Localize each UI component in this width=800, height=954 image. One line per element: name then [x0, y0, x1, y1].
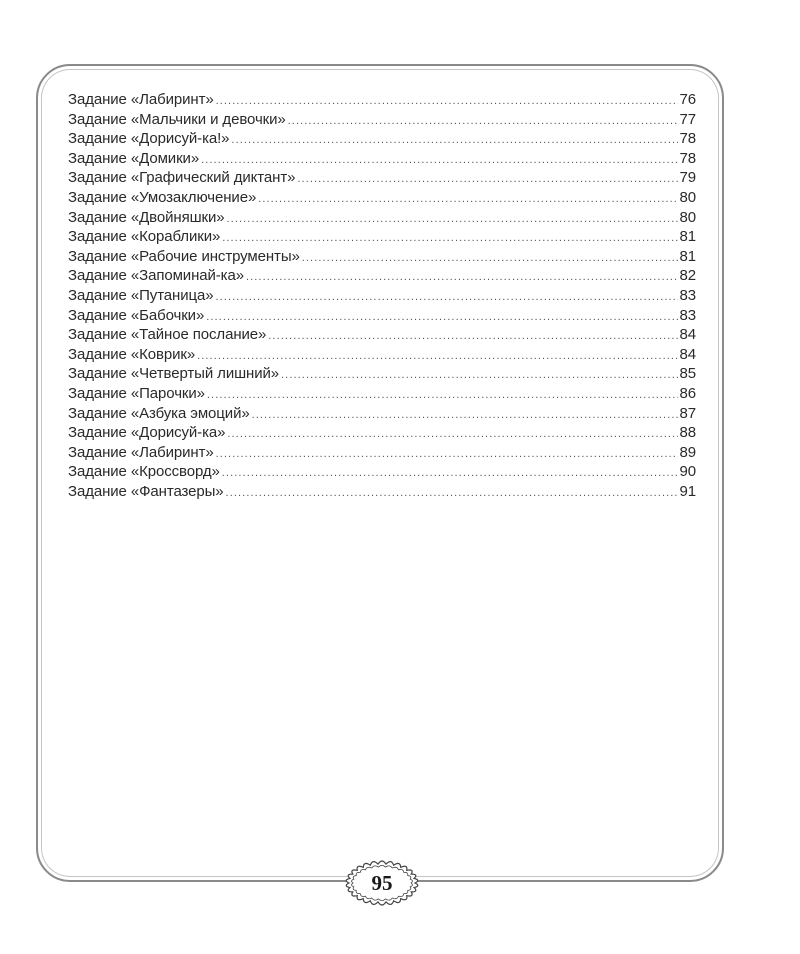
toc-entry: [68, 443, 696, 463]
page-number: 95: [371, 871, 393, 895]
toc-entry: [68, 90, 696, 110]
toc-entry: [68, 384, 696, 404]
toc-entry-title: Задание «Рабочие инструменты»: [68, 247, 300, 265]
dot-leader: [281, 366, 677, 386]
toc-entry-page: 88: [679, 424, 696, 442]
toc-entry-page: 78: [679, 149, 696, 167]
toc-entry: [68, 306, 696, 326]
toc-entry-title: Задание «Лабиринт»: [68, 443, 214, 461]
toc-entry-title: Задание «Дорисуй-ка»: [68, 424, 226, 442]
toc-entry-title: Задание «Графический диктант»: [68, 169, 296, 187]
toc-entry-page: 85: [679, 365, 696, 383]
toc-entry: [68, 227, 696, 247]
toc-entry-title: Задание «Четвертый лишний»: [68, 365, 280, 383]
dot-leader: [216, 445, 678, 465]
toc-entry: [68, 345, 696, 365]
toc-entry-title: Задание «Кораблики»: [68, 228, 221, 246]
toc-entry-page: 87: [679, 404, 696, 422]
toc-entry-page: 90: [679, 463, 696, 481]
toc-entry: [68, 208, 696, 228]
toc-entry-title: Задание «Бабочки»: [68, 306, 205, 324]
toc-entry-title: Задание «Тайное послание»: [68, 326, 267, 344]
dot-leader: [206, 308, 677, 328]
toc-entry: [68, 286, 696, 306]
toc-entry: [68, 364, 696, 384]
toc-entry-page: 91: [679, 482, 696, 500]
toc-entry-title: Задание «Двойняшки»: [68, 208, 225, 226]
toc-entry-title: Задание «Путаница»: [68, 286, 214, 304]
toc-entry-page: 79: [679, 169, 696, 187]
dot-leader: [268, 327, 677, 347]
toc-entry: [68, 266, 696, 286]
toc-entry-page: 82: [679, 267, 696, 285]
toc-entry: [68, 404, 696, 424]
dot-leader: [227, 425, 677, 445]
dot-leader: [226, 484, 678, 504]
toc-entry-title: Задание «Домики»: [68, 149, 200, 167]
toc-entry-title: Задание «Дорисуй-ка!»: [68, 130, 230, 148]
dot-leader: [227, 210, 678, 230]
toc-entry-page: 84: [679, 345, 696, 363]
toc-entry-page: 81: [679, 247, 696, 265]
toc-entry-page: 81: [679, 228, 696, 246]
toc-entry-page: 77: [679, 110, 696, 128]
toc-entry-page: 89: [679, 443, 696, 461]
toc-entry: [68, 462, 696, 482]
toc-entry: [68, 423, 696, 443]
toc-entry-title: Задание «Запоминай-ка»: [68, 267, 244, 285]
toc-entry-title: Задание «Азбука эмоций»: [68, 404, 250, 422]
toc-entry-title: Задание «Фантазеры»: [68, 482, 224, 500]
dot-leader: [222, 464, 678, 484]
toc-entry-page: 83: [679, 286, 696, 304]
dot-leader: [246, 268, 678, 288]
toc-entry-page: 76: [679, 91, 696, 108]
table-of-contents: [68, 90, 696, 501]
toc-entry-page: 83: [679, 306, 696, 324]
toc-entry: [68, 325, 696, 345]
toc-entry: [68, 168, 696, 188]
toc-entry-page: 86: [679, 384, 696, 402]
toc-entry-title: Задание «Мальчики и девочки»: [68, 110, 286, 128]
toc-entry: [68, 110, 696, 130]
dot-leader: [258, 190, 677, 210]
toc-entry: [68, 482, 696, 502]
toc-entry-page: 78: [679, 130, 696, 148]
toc-entry-title: Задание «Лабиринт»: [68, 91, 214, 108]
page-number-badge: [342, 858, 422, 908]
toc-entry: [68, 188, 696, 208]
dot-leader: [215, 288, 677, 308]
toc-entry-title: Задание «Кроссворд»: [68, 463, 220, 481]
dot-leader: [288, 112, 678, 132]
toc-entry: [68, 129, 696, 149]
dot-leader: [297, 170, 677, 190]
dot-leader: [252, 406, 678, 426]
dot-leader: [231, 131, 677, 151]
toc-entry-page: 80: [679, 208, 696, 226]
toc-entry-title: Задание «Умозаключение»: [68, 188, 257, 206]
toc-entry-page: 80: [679, 188, 696, 206]
dot-leader: [207, 386, 678, 406]
toc-entry: [68, 149, 696, 169]
toc-entry-title: Задание «Коврик»: [68, 345, 196, 363]
dot-leader: [302, 249, 678, 269]
toc-entry-title: Задание «Парочки»: [68, 384, 205, 402]
toc-entry-page: 84: [679, 326, 696, 344]
toc-entry: [68, 247, 696, 267]
